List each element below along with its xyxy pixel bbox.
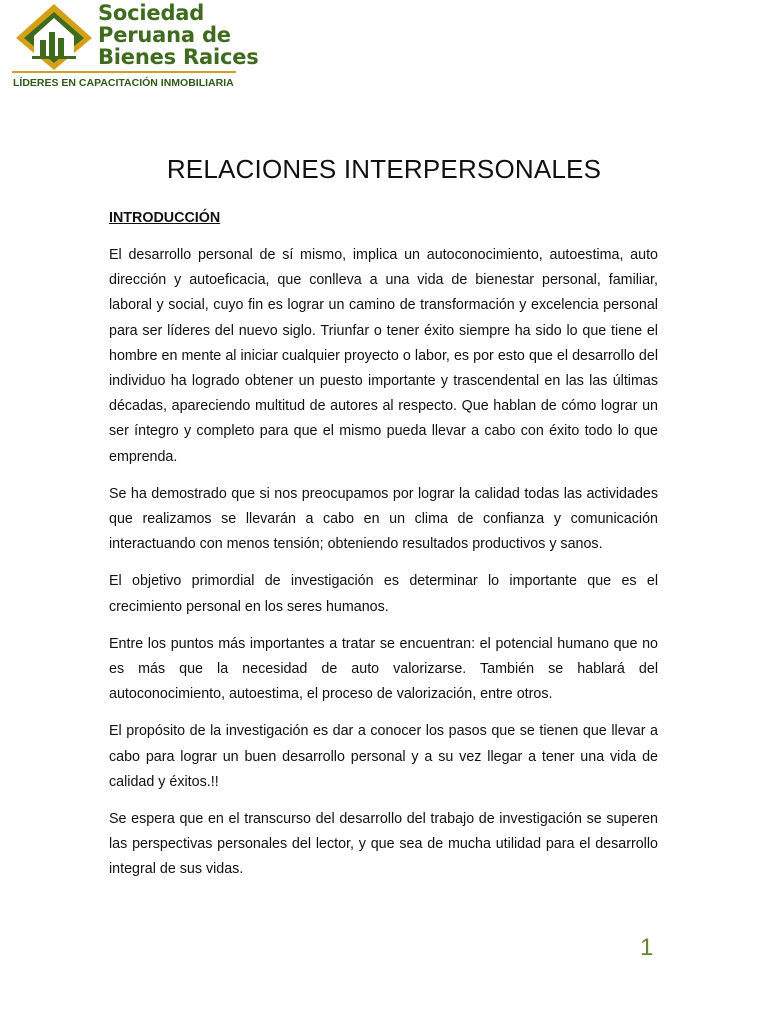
paragraph-3: El objetivo primordial de investigación es determinar lo importante que es el crecimiento personal en los seres humanos. bbox=[109, 573, 658, 615]
paragraph-6: Se espera que en el transcurso del desarrollo del trabajo de investigación se superen las perspectivas personales del lector, y que sea de mucha utilidad para el desarrollo integral de sus vidas. bbox=[109, 811, 658, 878]
company-name-line-3: Bienes Raices bbox=[98, 45, 259, 69]
company-tagline: LÍDERES EN CAPACITACIÓN INMOBILIARIA bbox=[13, 77, 234, 89]
document-body bbox=[109, 210, 658, 895]
section-heading: INTRODUCCIÓN bbox=[109, 210, 221, 226]
page-number: 1 bbox=[640, 934, 654, 961]
paragraph-1: El desarrollo personal de sí mismo, implica un autoconocimiento, autoestima, auto dirección y autoeficacia, que conlleva a una vida de bienestar personal, familiar, laboral y social, cuyo fin es lograr un camino de transformación y excelencia personal para ser líderes del nuevo siglo. Triunfar o tener éxito siempre ha sido lo que tiene el hombre en mente al iniciar cualquier proyecto o labor, es por esto que el desarrollo del individuo ha logrado obtener un puesto importante y trascendental en las las últimas décadas, apareciendo multitud de autores al respecto. Que hablan de cómo lograr un ser íntegro y completo para que el mismo pueda llevar a cabo con éxito todo lo que emprenda. bbox=[109, 247, 658, 465]
company-name-line-1: Sociedad bbox=[98, 1, 205, 25]
paragraph-4: Entre los puntos más importantes a tratar se encuentran: el potencial humano que no es más que la necesidad de auto valorizarse. También se hablará del autoconocimiento, autoestima, el proceso de valorización, entre otros. bbox=[109, 635, 658, 703]
logo-divider bbox=[12, 71, 236, 73]
paragraph-5: El propósito de la investigación es dar a conocer los pasos que se tienen que llevar a cabo para lograr un buen desarrollo personal y a su vez llegar a tener una vida de calidad y éxitos.!! bbox=[109, 723, 658, 790]
paragraph-2: Se ha demostrado que si nos preocupamos por lograr la calidad todas las actividades que realizamos se llevarán a cabo en un clima de confianza y comunicación interactuando con menos tensión; obteniendo resultados productivos y sanos. bbox=[109, 485, 658, 553]
house-diamond-logo-icon bbox=[12, 2, 96, 70]
company-name bbox=[98, 2, 259, 68]
document-title: RELACIONES INTERPERSONALES bbox=[166, 154, 602, 184]
company-logo bbox=[12, 1, 259, 90]
company-name-line-2: Peruana de bbox=[98, 23, 231, 47]
